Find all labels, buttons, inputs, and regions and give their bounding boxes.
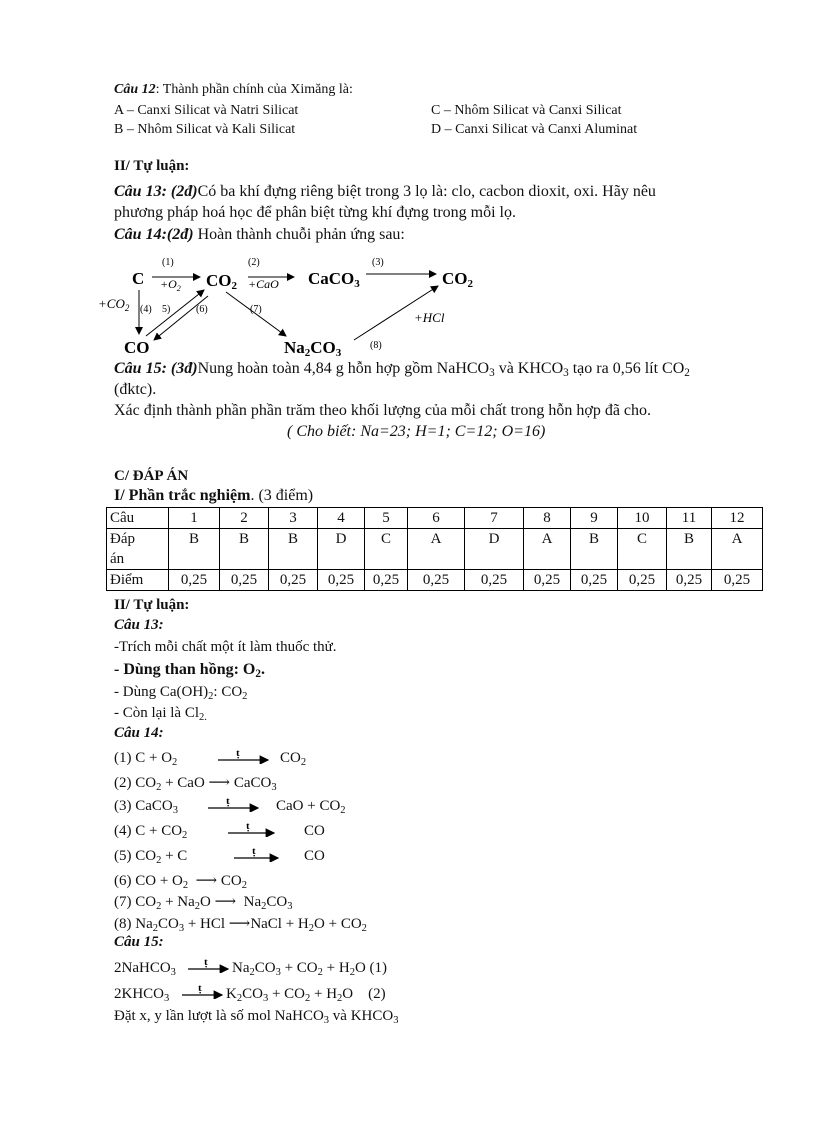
a14-r7: (7) $CO_2 + Na_2O$ ⟶ $Na_2CO_3$ xyxy=(114,894,293,912)
table-cell: A xyxy=(524,529,571,570)
answers-part1 xyxy=(114,487,313,505)
svg-text:ṭ: ṭ xyxy=(226,795,230,807)
table-cell: B xyxy=(169,529,220,570)
r1-arrow xyxy=(216,746,272,764)
table-cell: B xyxy=(571,529,618,570)
answers-part2: II/ Tự luận: xyxy=(114,597,190,613)
arrow-6 xyxy=(154,296,208,340)
table-cell: 0,25 xyxy=(318,570,365,591)
table-cell: A xyxy=(712,529,763,570)
svg-text:ṭ: ṭ xyxy=(246,820,250,832)
table-cell: 0,25 xyxy=(667,570,712,591)
a13-label: Câu 13: xyxy=(114,617,164,633)
q14-line xyxy=(114,226,405,244)
q15-line2: (đktc). xyxy=(114,381,157,398)
table-cell: 0,25 xyxy=(618,570,667,591)
table-score-label: Điểm xyxy=(107,570,169,591)
label-plus-cao: +CaO xyxy=(248,277,279,291)
section-title-essay: II/ Tự luận: xyxy=(114,158,190,174)
svg-text:ṭ: ṭ xyxy=(198,982,202,994)
a13-line2: - Dùng than hồng: $O_2$. xyxy=(114,661,265,680)
table-cell: 11 xyxy=(667,508,712,529)
table-cell: B xyxy=(667,529,712,570)
q14-text: Hoàn thành chuỗi phản ứng sau: xyxy=(193,226,405,243)
table-cell: C xyxy=(365,529,408,570)
q15-text-c: tạo ra 0,56 lít CO xyxy=(568,360,685,377)
a14-r1-product: $CO_2$ xyxy=(280,750,307,768)
node-co2-main: CO2 xyxy=(206,271,237,292)
answers-part1-rest: . (3 điểm) xyxy=(250,487,314,504)
label-6: (6) xyxy=(196,304,208,315)
q15-given: ( Cho biết: Na=23; H=1; C=12; O=16) xyxy=(287,423,546,440)
table-cell: 4 xyxy=(318,508,365,529)
q13-line1 xyxy=(114,183,656,201)
table-cell: 9 xyxy=(571,508,618,529)
a14-label: Câu 14: xyxy=(114,725,164,741)
table-cell: 0,25 xyxy=(465,570,524,591)
table-cell: A xyxy=(408,529,465,570)
q13-text: Có ba khí đựng riêng biệt trong 3 lọ là: clo, cacbon dioxit, oxi. Hãy nêu xyxy=(197,183,656,200)
node-c: C xyxy=(132,269,145,288)
table-cell: D xyxy=(465,529,524,570)
table-row-answers xyxy=(107,529,763,570)
a13-line1: -Trích mỗi chất một ít làm thuốc thử. xyxy=(114,639,337,655)
table-cell: B xyxy=(220,529,269,570)
a14-r5-product: CO xyxy=(304,848,325,864)
q13-line2: phương pháp hoá học để phân biệt từng khí đựng trong mỗi lọ. xyxy=(114,204,516,221)
label-7: (7) xyxy=(250,304,262,315)
a15-label: Câu 15: xyxy=(114,934,164,950)
table-cell: 2 xyxy=(220,508,269,529)
svg-text:ṭ: ṭ xyxy=(252,845,256,857)
e2-arrow xyxy=(180,981,226,999)
answer-table xyxy=(106,507,763,591)
table-header-label: Câu xyxy=(107,508,169,529)
label-2: (2) xyxy=(248,257,260,268)
a15-last-line: Đặt x, y lần lượt là số mol NaHCO$_3$ và $KHCO_3$ xyxy=(114,1008,399,1026)
a15-e1: 2NaHCO$_3$ xyxy=(114,960,176,978)
node-caco3: CaCO3 xyxy=(308,269,360,290)
r5-arrow xyxy=(232,844,288,862)
a15-e1-products: $Na_2CO_3 + CO_2 + H_2O$ (1) xyxy=(232,960,388,978)
label-plus-co2: $+CO_2$ xyxy=(98,296,130,313)
answers-title: C/ ĐÁP ÁN xyxy=(114,468,189,484)
q14-label: Câu 14:(2đ) xyxy=(114,226,194,243)
a14-r8: (8) $Na_2CO_3$ + HCl ⟶NaCl + $H_2O + CO_2$ xyxy=(114,916,367,934)
q15-text-b: và KHCO xyxy=(494,360,564,377)
q12-option-a: A – Canxi Silicat và Natri Silicat xyxy=(114,103,299,118)
a15-e2: $2KHCO_3$ xyxy=(114,986,170,1004)
q15-label: Câu 15: (3đ) xyxy=(114,360,198,377)
reaction-chain-diagram xyxy=(96,250,496,360)
e1-arrow xyxy=(186,955,232,973)
svg-text:ṭ: ṭ xyxy=(204,956,208,968)
table-row-scores xyxy=(107,570,763,591)
a14-r2: (2) $CO_2$ + CaO ⟶ CaCO$_3$ xyxy=(114,775,277,793)
a13-line3: - Dùng $Ca(OH)_2$: $CO_2$ xyxy=(114,684,248,702)
label-plus-hcl: +HCl xyxy=(414,310,445,325)
r3-arrow xyxy=(206,794,262,812)
a14-r4-product: CO xyxy=(304,823,325,839)
label-1: (1) xyxy=(162,257,174,268)
label-3: (3) xyxy=(372,257,384,268)
q12-option-c: C – Nhôm Silicat và Canxi Silicat xyxy=(431,103,622,118)
table-cell: 0,25 xyxy=(220,570,269,591)
table-cell: 0,25 xyxy=(712,570,763,591)
label-8: (8) xyxy=(370,340,382,351)
q15-line3: Xác định thành phần phần trăm theo khối lượng của mỗi chất trong hỗn hợp đã cho. xyxy=(114,402,652,419)
svg-text:ṭ: ṭ xyxy=(236,747,240,759)
table-row-numbers xyxy=(107,508,763,529)
a14-r6: (6) CO + $O_2$ ⟶ $CO_2$ xyxy=(114,873,247,891)
q12-option-d: D – Canxi Silicat và Canxi Aluminat xyxy=(431,122,638,137)
q13-label: Câu 13: (2đ) xyxy=(114,183,198,200)
a14-r3: (3) CaCO$_3$ xyxy=(114,798,178,816)
q15-line1: Câu 15: (3đ)Nung hoàn toàn 4,84 g hỗn hợp gồm NaHCO$_3$ và $KHCO_3$ tạo ra 0,56 lít $CO_2$ xyxy=(114,360,690,379)
table-cell: 10 xyxy=(618,508,667,529)
table-cell: D xyxy=(318,529,365,570)
answers-part1-bold: I/ Phần trắc nghiệm xyxy=(114,487,251,504)
q12-text: : Thành phần chính của Ximăng là: xyxy=(155,82,353,97)
table-cell: 0,25 xyxy=(571,570,618,591)
table-cell: B xyxy=(269,529,318,570)
table-cell: 1 xyxy=(169,508,220,529)
table-cell: 0,25 xyxy=(524,570,571,591)
a14-r4: (4) $C + CO_2$ xyxy=(114,823,188,841)
table-cell: 0,25 xyxy=(408,570,465,591)
table-cell: 0,25 xyxy=(365,570,408,591)
table-cell: 3 xyxy=(269,508,318,529)
table-cell: 12 xyxy=(712,508,763,529)
a13-line4: - Còn lại là $Cl_{2.}$ xyxy=(114,705,207,723)
table-cell: 8 xyxy=(524,508,571,529)
node-na2co3: Na2CO3 xyxy=(284,338,342,359)
node-co: CO xyxy=(124,338,150,357)
table-answer-label: Đáp án xyxy=(107,529,169,570)
q12-label: Câu 12 xyxy=(114,82,156,97)
r4-arrow xyxy=(226,819,282,837)
a14-r1: (1) $C + O_2$ xyxy=(114,750,178,768)
q12-option-b: B – Nhôm Silicat và Kali Silicat xyxy=(114,122,296,137)
a15-e2-products: $K_2CO_3 + CO_2 + H_2O$ (2) xyxy=(226,986,386,1004)
label-4: (4) xyxy=(140,304,152,315)
a14-r5: (5) $CO_2 + C$ xyxy=(114,848,188,866)
table-cell: 7 xyxy=(465,508,524,529)
label-plus-o2: $+O_2$ xyxy=(160,277,181,293)
table-cell: 5 xyxy=(365,508,408,529)
q15-text-a: Nung hoàn toàn 4,84 g hỗn hợp gồm NaHCO xyxy=(197,360,490,377)
table-cell: 6 xyxy=(408,508,465,529)
table-cell: C xyxy=(618,529,667,570)
table-cell: 0,25 xyxy=(269,570,318,591)
a14-r3-product: CaO + $CO_2$ xyxy=(276,798,346,816)
node-co2-end: CO2 xyxy=(442,269,473,290)
table-cell: 0,25 xyxy=(169,570,220,591)
q12-line xyxy=(114,82,353,98)
label-5: 5) xyxy=(162,304,171,315)
